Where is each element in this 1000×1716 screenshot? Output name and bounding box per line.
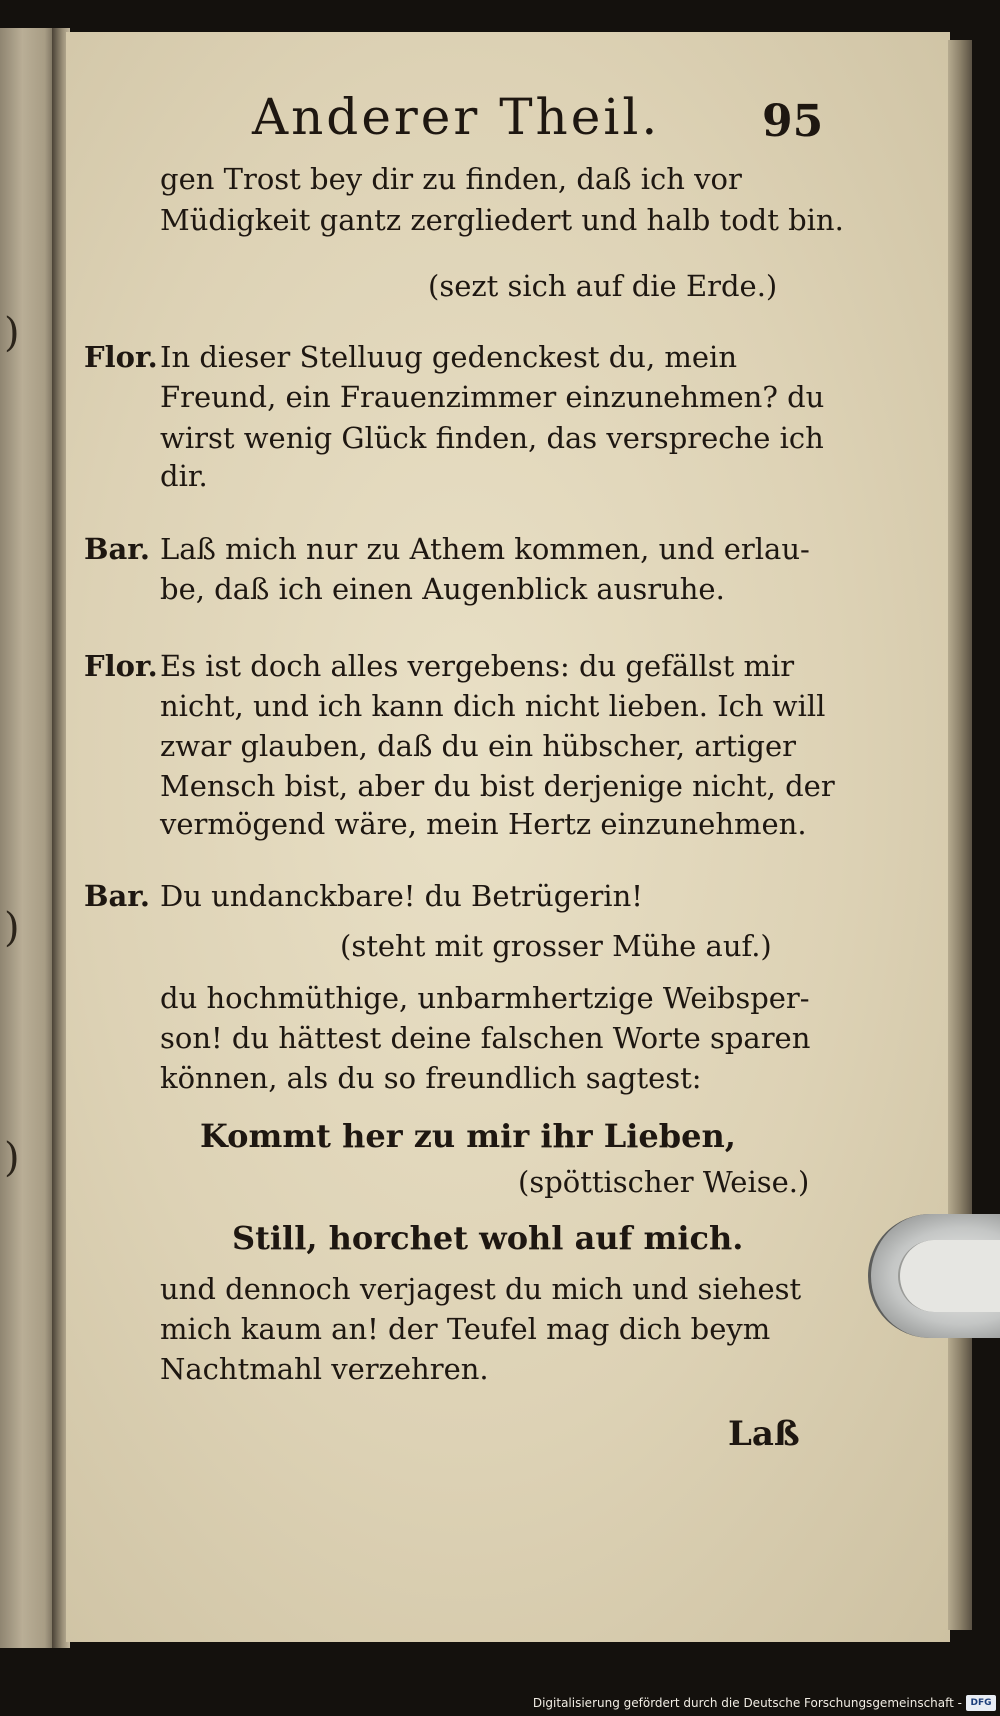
verse-line: Still, horchet wohl auf mich.: [232, 1219, 744, 1257]
dfg-logo-icon: DFG: [966, 1695, 996, 1711]
text-line: In dieser Stelluug gedenckest du, mein: [160, 340, 737, 374]
stage-direction: (sezt sich auf die Erde.): [428, 269, 778, 303]
running-head: Anderer Theil.: [252, 88, 661, 146]
text-line: be, daß ich einen Augenblick ausruhe.: [160, 572, 725, 606]
text-line: Du undanckbare! du Betrügerin!: [160, 879, 643, 913]
page-number: 95: [762, 96, 824, 147]
text-line: nicht, und ich kann dich nicht lieben. Ich will: [160, 689, 826, 723]
left-page-edge: [0, 28, 56, 1648]
text-line: gen Trost bey dir zu finden, daß ich vor: [160, 162, 742, 196]
digitization-credit: Digitalisierung gefördert durch die Deutsche Forschungsgemeinschaft -: [532, 1696, 962, 1710]
speaker-label: Bar.: [84, 879, 151, 913]
text-line: mich kaum an! der Teufel mag dich beym: [160, 1312, 771, 1346]
left-page-mark: ): [4, 905, 20, 951]
text-line: zwar glauben, daß du ein hübscher, artiger: [160, 729, 797, 763]
text-line: son! du hättest deine falschen Worte sparen: [160, 1021, 811, 1055]
catchword: Laß: [728, 1414, 800, 1454]
text-line: Mensch bist, aber du bist derjenige nicht, der: [160, 769, 835, 803]
page-clip-inner: [898, 1240, 1000, 1312]
text-line: Laß mich nur zu Athem kommen, und erlau-: [160, 532, 810, 566]
text-line: Nachtmahl verzehren.: [160, 1352, 489, 1386]
speaker-label: Bar.: [84, 532, 151, 566]
stage-direction: (steht mit grosser Mühe auf.): [340, 929, 772, 963]
text-line: dir.: [160, 459, 208, 493]
speaker-label: Flor.: [84, 340, 158, 374]
left-page-mark: ): [4, 310, 20, 356]
text-line: wirst wenig Glück finden, das verspreche ich: [160, 421, 824, 455]
text-line: Freund, ein Frauenzimmer einzunehmen? du: [160, 380, 825, 414]
text-line: können, als du so freundlich sagtest:: [160, 1061, 702, 1095]
text-line: und dennoch verjagest du mich und siehest: [160, 1272, 802, 1306]
speaker-label: Flor.: [84, 649, 158, 683]
stage-direction: (spöttischer Weise.): [518, 1165, 810, 1199]
footer-bar: [0, 1692, 1000, 1716]
text-line: Müdigkeit gantz zergliedert und halb todt bin.: [160, 203, 844, 237]
page-edge: [948, 40, 972, 1630]
text-line: vermögend wäre, mein Hertz einzunehmen.: [160, 807, 807, 841]
verse-line: Kommt her zu mir ihr Lieben,: [200, 1117, 736, 1155]
text-line: Es ist doch alles vergebens: du gefällst mir: [160, 649, 795, 683]
text-line: du hochmüthige, unbarmhertzige Weibsper-: [160, 981, 810, 1015]
left-page-mark: ): [4, 1135, 20, 1181]
